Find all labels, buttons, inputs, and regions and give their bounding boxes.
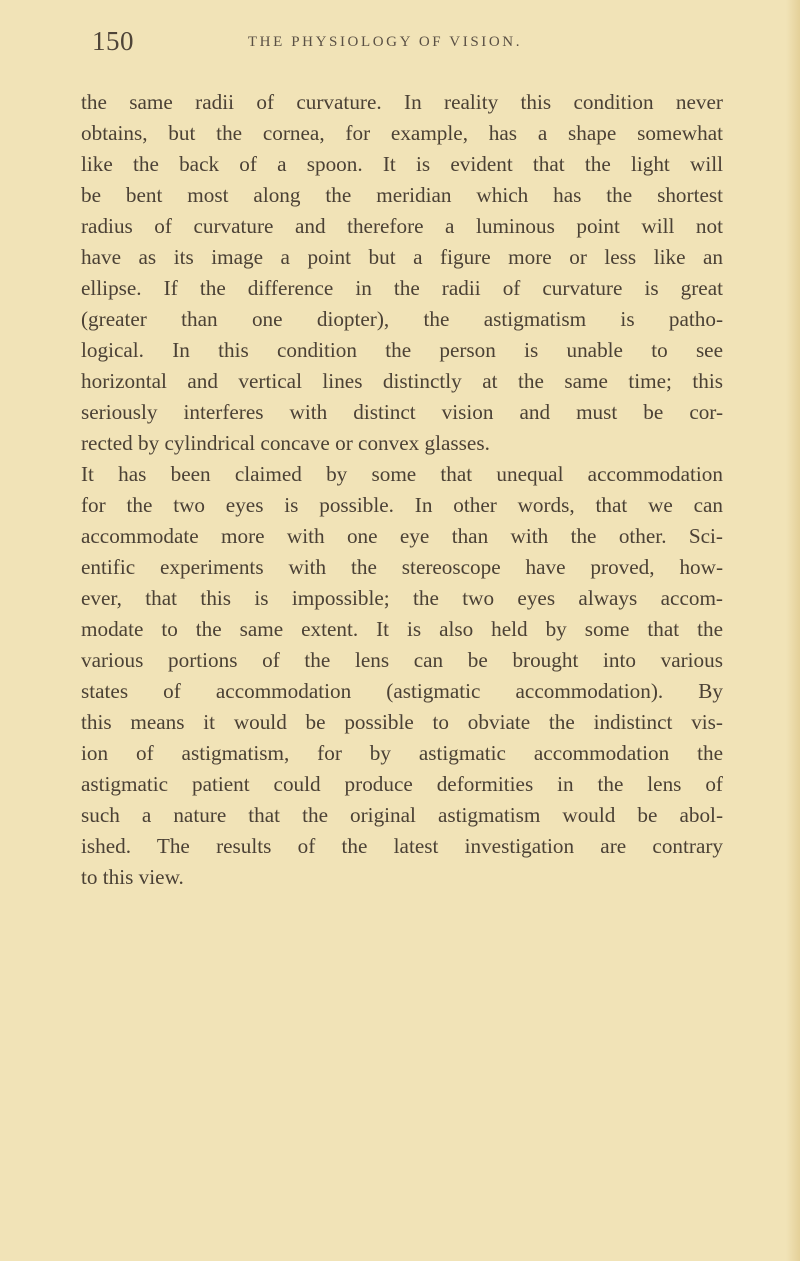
running-header (92, 26, 732, 58)
paragraph-end-line: to this view. (81, 865, 184, 889)
text-line: radius of curvature and therefore a luminous point will not (81, 214, 723, 238)
text-line: horizontal and vertical lines distinctly at the same time; this (81, 369, 723, 393)
text-line: the same radii of curvature. In reality this condition never (81, 90, 723, 114)
text-line: this means it would be possible to obviate the indistinct vis- (81, 710, 723, 734)
text-line: ion of astigmatism, for by astigmatic accommodation the (81, 741, 723, 765)
text-line: such a nature that the original astigmatism would be abol- (81, 803, 723, 827)
text-line: seriously interferes with distinct vision and must be cor- (81, 400, 723, 424)
text-line: have as its image a point but a figure more or less like an (81, 245, 723, 269)
text-line: (greater than one diopter), the astigmatism is patho- (81, 307, 723, 331)
text-line: states of accommodation (astigmatic accommodation). By (81, 679, 723, 703)
text-line: obtains, but the cornea, for example, has a shape somewhat (81, 121, 723, 145)
page-edge-shadow (786, 0, 800, 1261)
text-line: logical. In this condition the person is unable to see (81, 338, 723, 362)
text-line: like the back of a spoon. It is evident that the light will (81, 152, 723, 176)
text-line: astigmatic patient could produce deformities in the lens of (81, 772, 723, 796)
running-title: THE PHYSIOLOGY OF VISION. (247, 34, 523, 50)
text-line: ever, that this is impossible; the two eyes always accom- (81, 586, 723, 610)
page-number: 150 (92, 26, 134, 56)
paragraph-start-line: It has been claimed by some that unequal accommodation (81, 462, 723, 486)
body-text (81, 87, 723, 893)
text-line: modate to the same extent. It is also held by some that the (81, 617, 723, 641)
text-line: ished. The results of the latest investigation are contrary (81, 834, 723, 858)
text-line: various portions of the lens can be brought into various (81, 648, 723, 672)
text-line: be bent most along the meridian which has the shortest (81, 183, 723, 207)
text-line: accommodate more with one eye than with the other. Sci- (81, 524, 723, 548)
paragraph-end-line: rected by cylindrical concave or convex glasses. (81, 431, 490, 455)
text-line: entific experiments with the stereoscope have proved, how- (81, 555, 723, 579)
text-line: ellipse. If the difference in the radii of curvature is great (81, 276, 723, 300)
text-line: for the two eyes is possible. In other words, that we can (81, 493, 723, 517)
